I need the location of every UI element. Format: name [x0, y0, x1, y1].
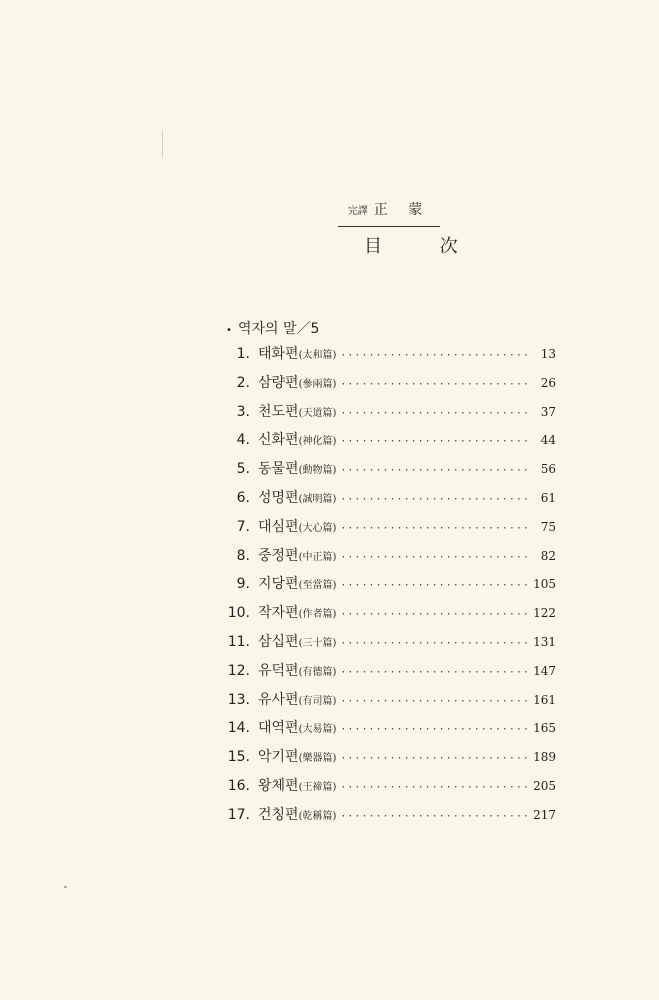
toc-entry	[226, 657, 556, 686]
toc-entry	[226, 801, 556, 830]
toc-entry-hanja-title: (神化篇)	[298, 436, 337, 448]
toc-entry-hanja-title: (至當篇)	[298, 580, 337, 592]
toc-entry	[226, 513, 556, 542]
toc-entry-leader-dots	[340, 400, 530, 429]
header-rule	[338, 226, 440, 227]
toc-entry-leader-dots	[340, 371, 530, 400]
preface-separator: ／	[296, 321, 311, 337]
paper-speck	[64, 886, 67, 888]
toc-entry	[226, 628, 556, 657]
toc-entry-korean-title: 왕체편	[258, 777, 299, 794]
toc-entry-korean-title: 천도편	[258, 403, 299, 420]
toc-entry-korean-title: 유사편	[258, 691, 299, 708]
toc-entry-page: 37	[540, 404, 556, 419]
toc-entry-page: 26	[540, 375, 556, 390]
toc-entry-number: 6.	[236, 489, 250, 506]
toc-entry-leader-dots	[340, 544, 530, 573]
toc-entry-page: 217	[533, 807, 556, 822]
toc-entry-korean-title: 삼십편	[258, 633, 299, 650]
toc-entry-korean-title: 동물편	[258, 461, 299, 478]
toc-entry	[226, 542, 556, 571]
toc-entry-korean-title: 건칭편	[258, 806, 299, 823]
toc-entry-leader-dots	[340, 716, 529, 745]
toc-entry-number: 13.	[227, 691, 250, 708]
toc-entry-hanja-title: (三十篇)	[298, 637, 337, 649]
toc-entry-number: 11.	[227, 633, 250, 650]
toc-entry-number: 8.	[236, 547, 250, 564]
toc-entry-number: 4.	[236, 432, 250, 449]
toc-entry	[226, 599, 556, 628]
toc-entry-korean-title: 성명편	[258, 489, 299, 506]
toc-entry-hanja-title: (太和篇)	[298, 350, 337, 361]
toc-entry-page: 82	[540, 548, 556, 563]
toc-entry-leader-dots	[340, 515, 530, 544]
toc-entry	[226, 772, 556, 801]
toc-entry-leader-dots	[340, 803, 529, 832]
toc-entry-hanja-title: (作者篇)	[298, 609, 337, 621]
bullet-icon: •	[226, 325, 232, 336]
book-title-name: 正 蒙	[373, 202, 431, 218]
toc-entry	[226, 398, 556, 427]
toc-entry-number: 15.	[227, 749, 250, 766]
toc-entry-leader-dots	[340, 659, 529, 688]
toc-entry-number: 14.	[227, 720, 250, 737]
toc-entry-number: 9.	[236, 576, 250, 593]
toc-entry-page: 189	[533, 750, 556, 765]
toc-entry-number: 1.	[236, 346, 250, 362]
toc-entry	[226, 743, 556, 772]
table-of-contents	[226, 318, 556, 830]
toc-entry-number: 3.	[236, 403, 250, 420]
toc-entry-hanja-title: (誠明篇)	[298, 493, 337, 505]
toc-entry-korean-title: 악기편	[258, 749, 299, 766]
book-title-prefix: 完譯	[347, 206, 368, 217]
toc-entry-leader-dots	[340, 745, 529, 774]
toc-entry-page: 165	[533, 721, 556, 736]
preface-entry	[226, 318, 556, 340]
toc-entry	[226, 686, 556, 715]
toc-entry-hanja-title: (參兩篇)	[298, 378, 337, 390]
toc-entry-korean-title: 신화편	[258, 432, 299, 449]
toc-entry-hanja-title: (有司篇)	[298, 695, 337, 707]
toc-entry-page: 147	[533, 663, 556, 678]
page-crease-mark	[162, 130, 163, 158]
toc-entry	[226, 570, 556, 599]
toc-entry	[226, 340, 556, 369]
toc-entry-leader-dots	[340, 486, 530, 515]
toc-entry-hanja-title: (動物篇)	[298, 465, 337, 477]
toc-entry-leader-dots	[340, 428, 530, 457]
toc-entry-hanja-title: (王禘篇)	[298, 781, 337, 793]
toc-entry-hanja-title: (大易篇)	[298, 724, 337, 736]
toc-entry-page: 161	[533, 692, 556, 707]
toc-entry-hanja-title: (中正篇)	[298, 551, 337, 563]
toc-entry-page: 205	[533, 778, 556, 793]
toc-entry-korean-title: 지당편	[258, 576, 299, 593]
toc-entry-number: 7.	[236, 518, 250, 535]
preface-page: 5	[310, 321, 320, 337]
toc-entry-page: 44	[540, 433, 556, 448]
toc-entry	[226, 455, 556, 484]
toc-entry-leader-dots	[340, 342, 530, 371]
toc-entry-korean-title: 태화편	[258, 346, 299, 362]
toc-entry-number: 16.	[227, 777, 250, 794]
toc-entries	[226, 340, 556, 830]
toc-entry-page: 105	[533, 577, 556, 592]
toc-entry-number: 2.	[236, 374, 250, 391]
toc-entry-number: 10.	[227, 605, 250, 622]
toc-entry-hanja-title: (天道篇)	[298, 407, 337, 419]
toc-entry	[226, 714, 556, 743]
toc-entry-leader-dots	[340, 457, 530, 486]
toc-entry-korean-title: 대심편	[258, 518, 299, 535]
toc-entry-page: 56	[540, 462, 556, 477]
toc-entry-page: 75	[540, 519, 556, 534]
toc-entry	[226, 369, 556, 398]
toc-entry-leader-dots	[340, 601, 529, 630]
toc-entry-hanja-title: (大心篇)	[298, 522, 337, 534]
toc-entry-korean-title: 중정편	[258, 547, 299, 564]
toc-entry	[226, 484, 556, 513]
toc-entry-number: 12.	[227, 662, 250, 679]
toc-heading: 目 次	[364, 236, 484, 257]
toc-entry-hanja-title: (乾稱篇)	[298, 810, 337, 822]
toc-entry-leader-dots	[340, 774, 529, 803]
toc-entry-korean-title: 대역편	[258, 720, 299, 737]
toc-entry-korean-title: 삼량편	[258, 374, 299, 391]
toc-entry	[226, 426, 556, 455]
toc-entry-page: 61	[540, 490, 556, 505]
page-header	[338, 200, 484, 259]
toc-entry-page: 131	[533, 634, 556, 649]
toc-entry-hanja-title: (樂器篇)	[298, 753, 337, 765]
toc-entry-leader-dots	[340, 572, 529, 601]
preface-label: 역자의 말	[238, 321, 297, 337]
toc-entry-number: 17.	[227, 806, 250, 823]
book-title	[338, 200, 440, 220]
toc-entry-leader-dots	[340, 688, 529, 717]
toc-entry-page: 122	[533, 606, 556, 621]
toc-entry-korean-title: 유덕편	[258, 662, 299, 679]
toc-entry-hanja-title: (有德篇)	[298, 666, 337, 678]
toc-entry-page: 13	[540, 347, 556, 361]
toc-entry-leader-dots	[340, 630, 529, 659]
toc-entry-korean-title: 작자편	[258, 605, 299, 622]
toc-entry-number: 5.	[236, 461, 250, 478]
